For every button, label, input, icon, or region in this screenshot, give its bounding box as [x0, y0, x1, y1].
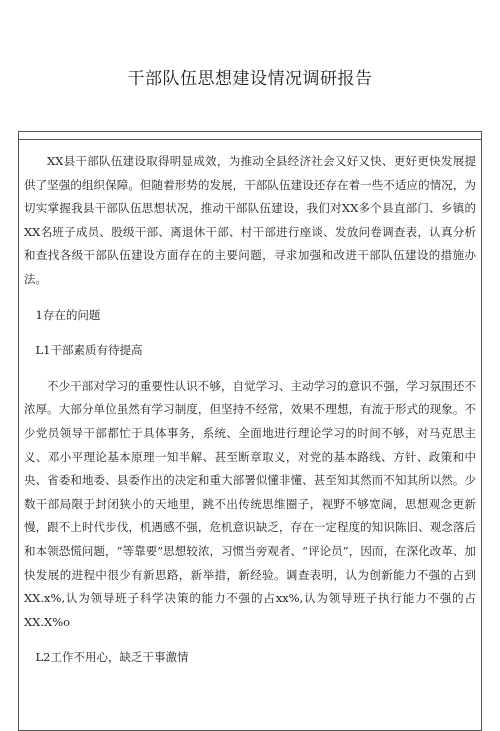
subsection-heading: L1干部素质有待提高 [35, 343, 143, 358]
subsection-heading: L2工作不用心，缺乏干事激情 [35, 650, 189, 665]
body-paragraph: 不少干部对学习的重要性认识不够，自觉学习、主动学习的意识不强，学习氛围还不浓厚。大部分单位虽然有学习制度，但坚持不经常，效果不理想，有流于形式的现象。不少党员领导干部都忙于具体事务，系统、全面地进行理论学习的时间不够，对马克思主义、邓小平理论基本原理一知半解、甚至断章取义，对党的基本路线、方针、政策和中央、省委和地委、县委作出的决定和重大部署似懂非懂、甚至知其然而不知其所以然。少数干部局限于封闭狭小的天地里，跳不出传统思维圈子，视野不够宽阔，思想观念更新慢，跟不上时代步伐，机遇感不强，危机意识缺乏，存在一定程度的知识陈旧、观念落后和本领恐慌问题，“等靠要”思想较浓，习惯当旁观者、“评论员”，因而，在深化改革、加快发展的进程中很少有新思路，新举措，新经验。调查表明，认为创新能力不强的占到XX.x%,认为领导班子科学决策的能力不强的占xx%,认为领导班子执行能力不强的占XX.X%o [24, 378, 476, 629]
page-title: 干部队伍思想建设情况调研报告 [127, 69, 373, 89]
frame-divider [18, 139, 482, 140]
document-body [24, 150, 476, 682]
section-heading: 1存在的问题 [35, 307, 101, 322]
intro-paragraph: XX县干部队伍建设取得明显成效，为推动全县经济社会又好又快、更好更快发展提供了坚强的组织保障。但随着形势的发展，干部队伍建设还存在着一些不适应的情况，为切实掌握我县干部队伍思想状况，推动干部队伍建设，我们对XX多个县直部门、乡镇的XX名班子成员、股级干部、离退休干部、村干部进行座谈、发放问卷调查表，认真分析和查找各级干部队伍建设方面存在的主要问题，寻求加强和改进干部队伍建设的措施办法。 [24, 154, 476, 286]
